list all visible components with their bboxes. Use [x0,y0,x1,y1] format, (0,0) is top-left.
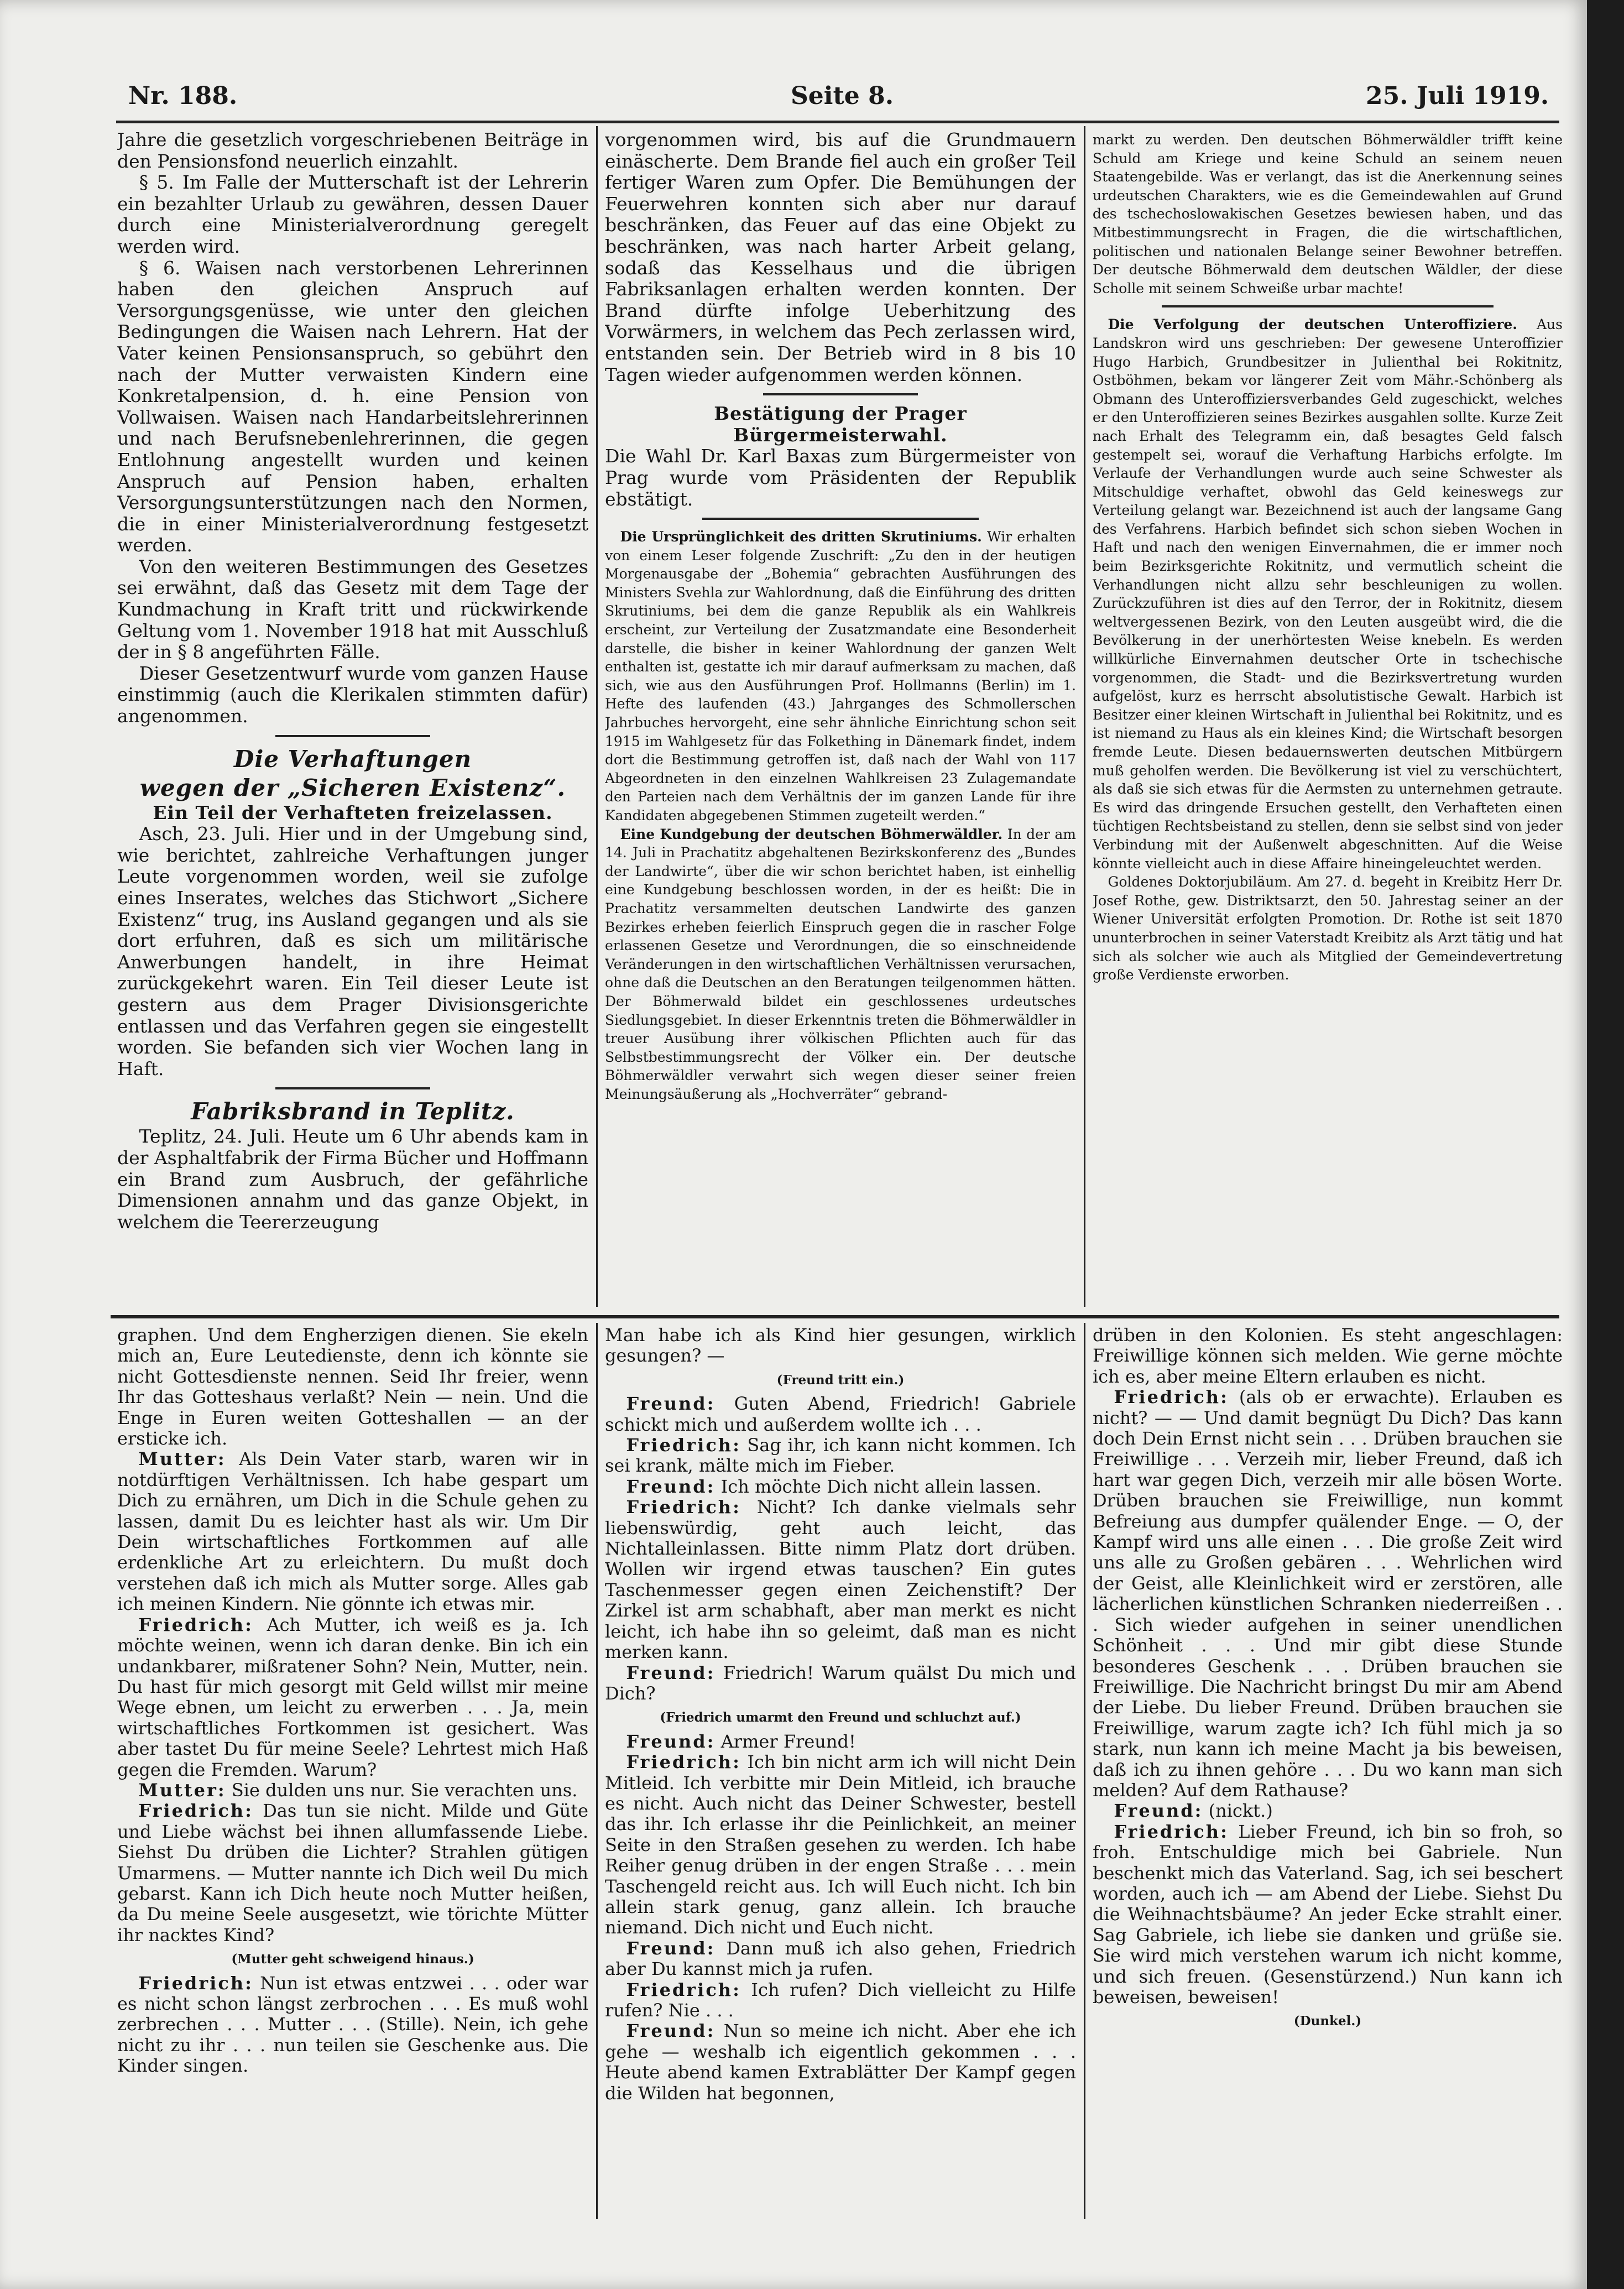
headline: Die Verhaftungen [233,745,472,773]
headline: wegen der „Sicheren Existenz“. [139,774,566,801]
play-line: (nickt.) [1203,1800,1273,1822]
play-line: Ach Mutter, ich weiß es ja. Ich möchte weinen, wenn ich daran denke. Bin ich ein undankbarer, mißratener Sohn? Nein, Mutter, nein. Du hast für mich gesorgt mit Geld willst mir meine Wege ebnen, um leicht zu erwerben . . . Ja, mein wirtschaftliches Fortkommen ist gesichert. Was aber tastet Du für meine Seele? Lehrtest mich Haß gegen die Fremden. Warum? [117,1614,588,1780]
news-heading: Die Verfolgung der deutschen Unteroffiziere. [1108,316,1517,333]
stage-direction: (Dunkel.) [1293,2014,1362,2029]
feuilleton-column-1 [117,1325,588,2218]
news-heading: Die Ursprünglichkeit des dritten Skrutiniums. [620,529,982,545]
speaker: Friedrich: [626,1435,741,1456]
article-text: Teplitz, 24. Juli. Heute um 6 Uhr abends kam in der Asphaltfabrik der Firma Bücher und Hoffmann ein Brand zum Ausbruch, der gefährliche Dimensionen annahm und das ganze Objekt, in welchem die Teererzeugung [117,1125,588,1233]
speaker: Friedrich: [1114,1821,1229,1842]
play-line: Sie dulden uns nur. Sie verachten uns. [226,1779,578,1801]
play-line: Friedrich! Warum quälst Du mich und Dich? [605,1662,1076,1704]
speaker: Friedrich: [626,1497,741,1518]
speaker: Freund: [626,1730,716,1752]
stage-direction: (Mutter geht schweigend hinaus.) [231,1952,474,1967]
article-text: § 5. Im Falle der Mutterschaft ist der Lehrerin ein bezahlter Urlaub zu gewähren, dessen Dauer durch eine Ministerialverordnung geregelt werden wird. [117,171,588,257]
speaker: Freund: [626,1475,716,1497]
news-text: Aus Landskron wird uns geschrieben: Der gewesene Unteroffizier Hugo Harbich, Grundbesitzer in Julienthal bei Rokitnitz, Ostböhmen, bekam vor längerer Zeit vom Mähr.-Schönberg als Obmann des Unteroffiziersverbandes Geld zugeschickt, welches er den Unteroffizieren seines Bezirkes ausgahlen sollte. Kurze Zeit nach Erhalt des Telegramm ein, daß besagtes Geld falsch gestempelt sei, worauf die Verhaftung Harbichs erfolgte. Im Verlaufe der Verhandlungen wurde auch seine Schwester als Mitschuldige verhaftet, obwohl das Geld keineswegs zur Verteilung gelangt war. Bezeichnend ist auch der langsame Gang des Verfahrens. Harbich befindet sich schon sieben Wochen in Haft und nach den wenigen Einvernahmen, die er immer noch beim Bezirksgerichte Rokitnitz, und vermutlich scheint die Verhandlungen nicht allzu sehr beschleunigen zu wollen. Zurückzuführen ist dies auf den Terror, der in Rokitnitz, diesem weltvergessenen Bezirk, von den Leuten ausgeübt wird, die die Bevölkerung in der unerhörtesten Weise knebeln. Es werden willkürliche Einvernahmen deutscher Orte in tschechische vorgenommen, die Stadt- und die Bezirksvertretung wurden aufgelöst, kurz es herrscht absolutistische Gewalt. Harbich ist Besitzer einer kleinen Wirtschaft in Julienthal bei Rokitnitz, und es ist niemand zu Haus als ein kleines Kind; die Wirtschaft besorgen fremde Leute. Diesen bedauernswerten deutschen Mitbürgern muß geholfen werden. Die Bevölkerung ist viel zu verschüchtert, als daß sie sich etwas für die Aermsten zu unternehmen getraute. Es wird das dringende Ersuchen gestellt, den Verhafteten einen tüchtigen Rechtsbeistand zu stellen, denn sie selbst sind von jeder Verbindung mit der Außenwelt abgeschnitten. Auf die Weise könnte vielleicht auch in diese Affaire hineingeleuchtet werden. [1093,316,1563,872]
headline: Fabriksbrand in Teplitz. [191,1098,515,1125]
news-text: In der am 14. Juli in Prachatitz abgehaltenen Bezirkskonferenz des „Bundes der Landwirte“, über die wir schon berichtet haben, ist einhellig eine Kundgebung beschlossen worden, in der es heißt: Die in Prachatitz versammelten deutschen Landwirte des ganzen Bezirkes erheben feierlich Einspruch gegen die in rascher Folge erlassenen Gesetze und Verordnungen, die so einschneidende Veränderungen in den wirtschaftlichen Verhältnissen verursachen, ohne daß die Deutschen an den Beratungen teilgenommen hätten. Der Böhmerwald bildet ein geschlossenes urdeutsches Siedlungsgebiet. In dieser Erkenntnis treten die Böhmerwäldler in treuer Ausübung ihrer völkischen Pflichten auch für das Selbstbestimmungsrecht der Völker ein. Der deutsche Böhmerwäldler verwahrt sich wegen dieser seiner freien Meinungsäußerung als „Hochverräter“ gebrand- [605,826,1076,1102]
stage-direction: (Friedrich umarmt den Freund und schluchzt auf.) [660,1710,1021,1725]
speaker: Freund: [1114,1800,1203,1822]
issue-date: 25. Juli 1919. [1366,82,1549,110]
play-line: Sag ihr, ich kann nicht kommen. Ich sei krank, mälte mich im Fieber. [605,1435,1076,1477]
column-divider [596,126,598,1307]
stage-direction: (Freund tritt ein.) [776,1372,905,1388]
article-separator [275,1087,430,1089]
article-separator [763,393,918,395]
play-text: drüben in den Kolonien. Es steht angeschlagen: Freiwillige können sich melden. Wie gerne möchte ich es, aber meine Eltern erlauben es nicht. [1093,1325,1563,1387]
play-text: Man habe ich als Kind hier gesungen, wirklich gesungen? — [605,1325,1076,1367]
play-text: graphen. Und dem Engherzigen dienen. Sie ekeln mich an, Eure Leutedienste, denn ich könnte sie nicht Gottesdienste nennen. Seid Ihr freier, wenn Ihr das Gotteshaus verlaßt? Nein — nein. Und die Enge in Euren weiten Gotteshallen — an der ersticke ich. [117,1325,588,1449]
article-text: Jahre die gesetzlich vorgeschriebenen Beiträge in den Pensionsfond neuerlich einzahlt. [117,129,588,172]
play-line: Als Dein Vater starb, waren wir in notdürftigen Verhältnissen. Ich habe gespart um Dich zu ernähren, um Dich in die Schule gehen zu lassen, damit Du es leichter hast als wir. Um Dir Dein wirtschaftliches Fortkommen auf alle erdenkliche Art zu erleichtern. Du mußt doch verstehen daß ich mich als Mutter sorge. Alles gab ich meinen Kindern. Nie gönnte ich etwas mir. [117,1448,588,1615]
feuilleton-column-3 [1093,1325,1563,2218]
column-divider [1084,126,1085,1307]
speaker: Friedrich: [626,1979,741,2000]
play-line: Armer Freund! [715,1730,856,1752]
news-text: markt zu werden. Den deutschen Böhmerwäldler trifft keine Schuld am Kriege und keine Schuld an seinem neuen Staatengebilde. Was er verlangt, das ist die Anerkennung seines urdeutschen Charakters, wie es die Gemeindewahlen auf Grund des tschechoslowakischen Gesetzes bewiesen haben, und das Mitbestimmungsrecht in Fragen, die die wirtschaftlichen, politischen und nationalen Belange seiner Bewohner betreffen. Der deutsche Böhmerwald dem deutschen Wäldler, der diese Scholle mit seinem Schweiße urbar machte! [1093,132,1563,296]
speaker: Freund: [626,1662,716,1683]
speaker: Friedrich: [626,1751,741,1773]
article-separator [275,735,430,737]
article-text: vorgenommen wird, bis auf die Grundmauern einäscherte. Dem Brande fiel auch ein großer Teil fertiger Waren zum Opfer. Die Bemühungen der Feuerwehren konnten sich aber nur darauf beschränken, das Feuer auf das eine Objekt zu beschränken, was nach harter Arbeit gelang, sodaß das Kesselhaus und die übrigen Fabriksanlagen erhalten werden konnten. Der Brand dürfte infolge Ueberhitzung des Vorwärmers, in welchem das Pech zerlassen wird, entstanden sein. Der Betrieb wird in 8 bis 10 Tagen wieder aufgenommen werden können. [605,129,1076,385]
play-line: Ich möchte Dich nicht allein lassen. [715,1475,1042,1497]
column-divider [596,1323,598,2219]
play-line: Dann muß ich also gehen, Friedrich aber Du kannst mich ja rufen. [605,1937,1076,1980]
column-divider [1084,1323,1085,2219]
article-text: Von den weiteren Bestimmungen des Gesetzes sei erwähnt, daß das Gesetz mit dem Tage der Kundmachung in Kraft tritt und rückwirkende Geltung vom 1. November 1918 hat mit Ausschluß der in § 8 angeführten Fälle. [117,555,588,663]
play-line: (als ob er erwachte). Erlauben es nicht? — — Und damit begnügt Du Dich? Das kann doch Dein Ernst nicht sein . . . Drüben brauchen sie Freiwillige . . . Verzeih mir, lieber Freund, daß ich hart war gegen Dich, verzeih mir alle bösen Worte. Drüben brauchen sie Freiwillige, nun kommt Befreiung aus dumpfer quälender Enge. — O, der Kampf wird uns alle einen . . . Die große Zeit wird uns alle zu Großen gebären . . . Wehrlichen wird der Geist, alle Kleinlichkeit wird er zerstören, alle lächerlichen künstlichen Schranken niederreißen . . . Sich wieder aufgehen in seiner unendlichen Schönheit . . . Und mir gibt diese Stunde besonderes Geschenk . . . Drüben brauchen sie Freiwillige. Die Nachricht bringst Du mir am Abend der Liebe. Du lieber Freund. Drüben brauchen sie Freiwillige, warum zagte ich? Ich fühl mich ja so stark, nun kann ich meine Macht ja bis beweisen, daß ich zu ihnen gehöre . . . Du wo kann man sich melden? Auf dem Rathause? [1093,1386,1563,1801]
subheadline: Ein Teil der Verhafteten freizelassen. [153,801,553,823]
feuilleton-column-2 [605,1325,1076,2218]
play-line: Nun so meine ich nicht. Aber ehe ich gehe — weshalb ich eigentlich gekommen . . . Heute abend kamen Extrablätter Der Kampf gegen die Wilden hat begonnen, [605,2020,1076,2104]
column-2 [605,129,1076,1307]
play-line: Das tun sie nicht. Milde und Güte und Liebe wächst bei ihnen allumfassende Liebe. Siehst Du drüben die Lichter? Strahlen gütigen Umarmens. — Mutter nannte ich Dich weil Du mich gebarst. Kann ich Dich heute noch Mutter heißen, da Du meine Seele ausgesetzt, wie törichte Mütter ihr nacktes Kind? [117,1800,588,1946]
speaker: Friedrich: [1114,1386,1229,1408]
speaker: Friedrich: [138,1614,253,1635]
article-text: § 6. Waisen nach verstorbenen Lehrerinnen haben den gleichen Anspruch auf Versorgungsgenüsse, wie unter den gleichen Bedingungen die Waisen nach Lehrern. Hat der Vater keinen Pensionsanspruch, so gebührt den nach der Mutter verwaisten Kindern eine Konkretalpension, d. h. eine Pension von Vollwaisen. Waisen nach Handarbeitslehrerinnen und nach Berufsnebenlehrerinnen, die gegen Entlohnung angestellt wurden und keinen Anspruch auf Pension haben, erhalten Versorgungsunterstützungen nach den Normen, die in einer Ministerialverordnung festgesetzt werden. [117,257,588,556]
play-line: Lieber Freund, ich bin so froh, so froh. Entschuldige mich bei Gabriele. Nun beschenkt mich das Vaterland. Sag, ich sei beschert worden, auch ich — am Abend der Liebe. Siehst Du die Weihnachtsbäume? An jeder Ecke strahlt einer. Sag Gabriele, ich liebe sie danken und grüße sie. Sie wird mich verstehen warum ich nicht komme, und sich freuen. (Gesenstürzend.) Nun kann ich beweisen, beweisen! [1093,1821,1563,2008]
headline: Bestätigung der Prager Bürgermeisterwahl. [714,403,967,446]
play-line: Nicht? Ich danke vielmals sehr liebenswürdig, geht auch leicht, das Nichtalleinlassen. Bitte nimm Platz dort drüben. Wollen wir irgend etwas tauschen? Ein gutes Taschenmesser gegen einen Zeichenstift? Der Zirkel ist arm schabhaft, aber man merkt es nicht leicht, ich habe ihn so geleimt, daß man es nicht merken kann. [605,1497,1076,1663]
page-number: Seite 8. [791,82,894,110]
column-3 [1093,131,1563,1308]
play-line: Ich rufen? Dich vielleicht zu Hilfe rufen? Nie . . . [605,1979,1076,2021]
play-line: Guten Abend, Friedrich! Gabriele schickt mich und außerdem wollte ich . . . [605,1393,1076,1435]
speaker: Freund: [626,1393,716,1415]
article-text: Asch, 23. Juli. Hier und in der Umgebung sind, wie berichtet, zahlreiche Verhaftungen junger Leute vorgenommen worden, weil sie zufolge eines Inserates, welches das Stichwort „Sichere Existenz“ trug, ins Ausland gegangen und als sie dort erfuhren, daß es sich um militärische Anwerbungen handelt, in ihre Heimat zurückgekehrt waren. Ein Teil dieser Leute ist gestern aus dem Prager Divisionsgerichte entlassen und das Verfahren gegen sie eingestellt worden. Sie befanden sich vier Wochen lang in Haft. [117,823,588,1080]
article-separator [1162,305,1494,307]
speaker: Mutter: [138,1448,226,1470]
news-heading: Eine Kundgebung der deutschen Böhmerwäldler. [620,826,1003,842]
speaker: Friedrich: [138,1972,253,1994]
speaker: Friedrich: [138,1800,253,1822]
play-line: Ich bin nicht arm ich will nicht Dein Mitleid. Ich verbitte mir Dein Mitleid, ich brauche es nicht. Auch nicht das Deiner Schwester, bestell das ihr. Ich erlasse ihr die Peinlichkeit, an meiner Seite in den Straßen gesehen zu werden. Ich habe Reiher genug drüben in der engen Straße . . . mein Taschengeld reicht aus. Ich will Euch nicht. Ich bin allein stark genug, ganz allein. Ich brauche niemand. Dich nicht und Euch nicht. [605,1751,1076,1938]
issue-number: Nr. 188. [128,82,238,110]
news-text: Goldenes Doktorjubiläum. Am 27. d. begeht in Kreibitz Herr Dr. Josef Rothe, gew. Distriktsarzt, den 50. Jahrestag seiner an der Wiener Universität erfolgten Promotion. Dr. Rothe ist seit 1870 ununterbrochen in seiner Vaterstadt Kreibitz als Arzt tätig und hat sich als solcher wie auch als Mitglied der Gemeindevertretung große Verdienste erworben. [1093,874,1563,983]
play-line: Nun ist etwas entzwei . . . oder war es nicht schon längst zerbrochen . . . Es muß wohl zerbrechen . . . Mutter . . . (Stille). Nein, ich gehe nicht zu ihr . . . nun teilen sie Geschenke aus. Die Kinder singen. [117,1972,588,2077]
article-separator [702,518,979,520]
column-1 [117,129,588,1307]
article-text: Die Wahl Dr. Karl Baxas zum Bürgermeister von Prag wurde vom Präsidenten der Republik ebstätigt. [605,445,1076,510]
news-text: Wir erhalten von einem Leser folgende Zuschrift: „Zu den in der heutigen Morgenausgabe der „Bohemia“ gebrachten Ausführungen des Ministers Svehla zur Wahlordnung, daß die Einführung des dritten Skrutiniums, bei dem die ganze Republik als ein Wahlkreis erscheint, zur Verteilung der Zusatzmandate eine Besonderheit darstelle, die bisher in keiner Wahlordnung der ganzen Welt enthalten ist, gestatte ich mir darauf aufmerksam zu machen, daß sich, wie aus den Ausführungen Prof. Hollmanns (Berlin) im 1. Hefte des laufenden (43.) Jahrganges des Schmollerschen Jahrbuches hervorgeht, eine sehr ähnliche Einrichtung schon seit 1915 im Wahlgesetz für das Folkething in Dänemark findet, indem dort die Bestimmung getroffen ist, daß nach der Wahl von 117 Abgeordneten in den einzelnen Wahlkreisen 23 Zulagemandate den Parteien nach dem Verhältnis der im ganzen Lande für ihre Kandidaten abgegebenen Stimmen zugeteilt werden.“ [605,529,1076,823]
speaker: Freund: [626,1937,716,1959]
article-text: Dieser Gesetzentwurf wurde vom ganzen Hause einstimmig (auch die Klerikalen stimmten dafür) angenommen. [117,662,588,727]
speaker: Mutter: [138,1779,226,1801]
header-rule [116,121,1559,123]
speaker: Freund: [626,2020,716,2042]
section-divider [111,1315,1559,1318]
